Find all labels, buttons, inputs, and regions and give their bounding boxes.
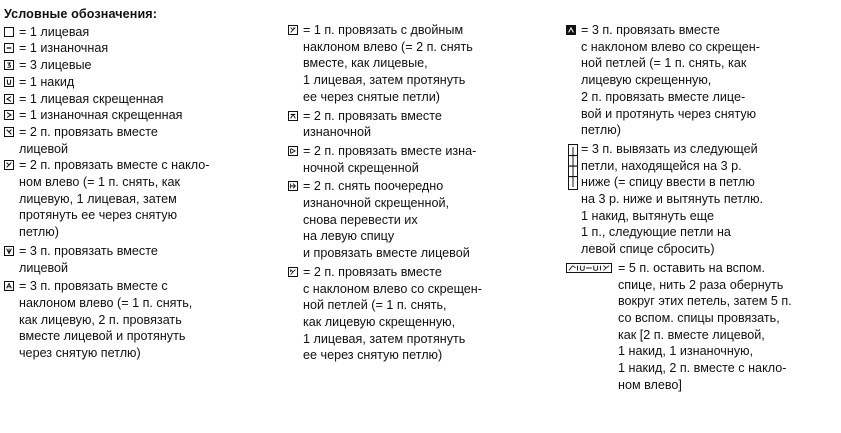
legend-text: = 3 п. провязать вместе [581, 23, 720, 37]
legend-text: = 1 п. провязать с двойным [303, 23, 464, 37]
legend-text: ном влево (= 1 п. снять, как [19, 175, 180, 190]
legend-entry [566, 22, 838, 139]
legend-entry [4, 157, 276, 241]
slip-two-icon [288, 181, 298, 191]
legend-text: = 1 накид [19, 74, 75, 89]
legend-text: = 3 п. вывязать из следующей [581, 141, 758, 156]
legend-text: 1 лицевая, затем протянуть [303, 73, 466, 88]
legend-entry [288, 178, 556, 262]
legend-text: = 2 п. провязать вместе [303, 264, 442, 279]
legend-entry [288, 22, 556, 106]
legend-text: ее через снятую петлю) [303, 348, 443, 363]
legend-text: лицевую скрещенную, [581, 73, 712, 88]
legend-text: 1 накид, 1 изнаночную, [618, 344, 754, 359]
legend-entry [4, 57, 276, 74]
legend-entry [4, 74, 276, 91]
k2tog-icon [4, 127, 14, 137]
legend-text: 2 п. провязать вместе лице- [581, 89, 746, 104]
legend-text: на левую спицу [303, 229, 395, 244]
legend-text: как лицевую скрещенную, [303, 314, 456, 329]
legend-text: на 3 р. ниже и вытянуть петлю. [581, 192, 764, 207]
legend-text: ее через снятые петли) [303, 89, 440, 104]
legend-text: = 1 изнаночная скрещенная [19, 108, 183, 123]
k3tog-icon [4, 246, 14, 256]
legend-text: = 2 п. провязать вместе изна- [303, 143, 477, 158]
legend-text: с наклоном влево со скрещен- [303, 281, 482, 296]
sk2p-icon [4, 281, 14, 291]
legend-text: вместе, как лицевые, [303, 56, 428, 71]
legend-text: протянуть ее через снятую [19, 208, 178, 223]
legend-text: 1 лицевая, затем протянуть [303, 331, 466, 346]
crossed-purl-icon [4, 110, 14, 120]
legend-text: = 2 п. провязать вместе [19, 124, 158, 139]
legend-text: = 2 п. снять поочередно [303, 179, 444, 194]
sk3p-tbl-icon [566, 25, 576, 35]
legend-text: спице, нить 2 раза обернуть [618, 277, 784, 292]
legend-text: = 3 лицевые [19, 58, 92, 73]
legend-text: 1 накид, 2 п. вместе с накло- [618, 361, 787, 376]
legend-text: наклоном влево (= 1 п. снять, [19, 295, 193, 310]
legend-text: с наклоном влево со скрещен- [581, 39, 760, 54]
legend-text: ном влево] [618, 377, 682, 392]
legend-text: = 1 изнаночная [19, 41, 109, 56]
legend-text: вой и протянуть через снятую [581, 106, 757, 121]
legend-text: = 1 лицевая [19, 24, 90, 39]
cluster-icon [566, 263, 612, 273]
legend-text: петли, находящейся на 3 р. [581, 158, 742, 173]
legend-text: вместе лицевой и протянуть [19, 329, 186, 344]
legend-entry [4, 107, 276, 124]
legend-text: = 5 п. оставить на вспом. [618, 260, 765, 275]
crossed-knit-icon [4, 94, 14, 104]
legend-text: = 1 лицевая скрещенная [19, 91, 164, 106]
u-square-icon [4, 77, 14, 87]
p2tog-tbl-icon [288, 146, 298, 156]
legend-entry [4, 40, 276, 57]
legend-text: левой спице сбросить) [581, 242, 715, 257]
legend-entry [4, 278, 276, 362]
legend-text: через снятую петлю) [19, 346, 141, 361]
legend-column-3 [566, 22, 838, 393]
legend-text: петлю) [581, 123, 621, 138]
legend-column-2 [288, 22, 556, 364]
legend-text: 1 накид, вытянуть еще [581, 208, 714, 223]
legend-text: ной петлей (= 1 п. снять, как [581, 56, 747, 71]
legend-text: петлю) [19, 225, 59, 240]
legend-text: ночной скрещенной [303, 160, 419, 175]
three-square-icon [4, 60, 14, 70]
legend-entry [288, 264, 556, 364]
ssk-icon [4, 160, 14, 170]
legend-text: лицевую, 1 лицевая, затем [19, 191, 177, 206]
legend-entry [4, 243, 276, 276]
legend-entry [4, 24, 276, 41]
legend-text: вокруг этих петель, затем 5 п. [618, 294, 792, 309]
legend-text: снова перевести их [303, 212, 418, 227]
legend-text: как [2 п. вместе лицевой, [618, 327, 765, 342]
legend-title: Условные обозначения: [4, 7, 158, 21]
legend-text: и провязать вместе лицевой [303, 246, 470, 261]
legend-text: как лицевую, 2 п. провязать [19, 312, 182, 327]
legend-text: ниже (= спицу ввести в петлю [581, 175, 755, 190]
legend-text: изнаночной скрещенной, [303, 196, 449, 211]
empty-square-icon [4, 27, 14, 37]
legend-text: наклоном влево (= 2 п. снять [303, 39, 473, 54]
legend-entry [566, 260, 838, 394]
legend-text: со вспом. спицы провязать, [618, 310, 780, 325]
legend-entry [288, 143, 556, 176]
p2tog-icon [288, 111, 298, 121]
legend-text: = 3 п. провязать вместе [19, 243, 158, 258]
legend-text: лицевой [19, 260, 69, 275]
legend-text: = 2 п. провязать вместе с накло- [19, 158, 210, 173]
legend-entry [4, 91, 276, 108]
legend-text: = 3 п. провязать вместе с [19, 279, 168, 294]
legend-text: изнаночной [303, 125, 372, 140]
ssk-tbl-icon [288, 267, 298, 277]
legend-text: лицевой [19, 141, 69, 156]
legend-text: 1 п., следующие петли на [581, 225, 731, 240]
legend-entry [566, 141, 838, 258]
legend-entry [4, 124, 276, 157]
legend-column-1 [4, 6, 276, 362]
legend-text: = 2 п. провязать вместе [303, 108, 442, 123]
drop-stitch-icon [568, 144, 578, 190]
legend-text: ной петлей (= 1 п. снять, [303, 298, 447, 313]
double-dec-left-icon [288, 25, 298, 35]
legend-entry [288, 108, 556, 141]
dash-square-icon [4, 43, 14, 53]
